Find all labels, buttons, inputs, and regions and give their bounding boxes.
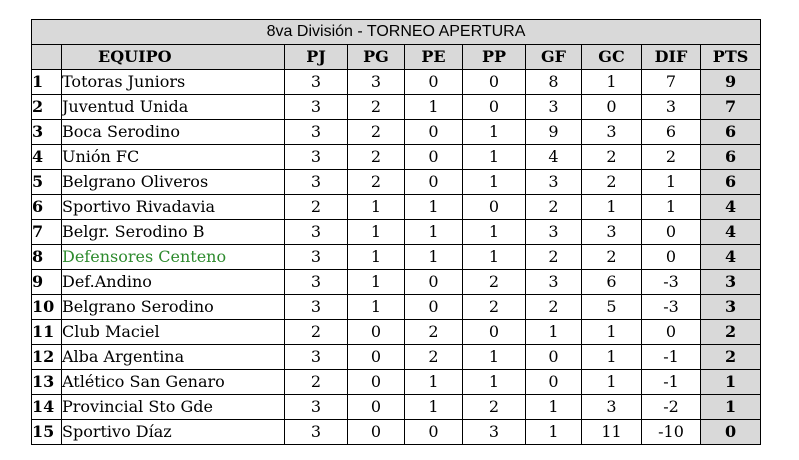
dif-cell: 7 xyxy=(642,70,701,95)
dif-cell: 0 xyxy=(642,320,701,345)
position-cell: 2 xyxy=(32,95,62,120)
header-pp: PP xyxy=(463,45,526,70)
position-cell: 1 xyxy=(32,70,62,95)
header-gc: GC xyxy=(582,45,642,70)
pj-cell: 3 xyxy=(285,70,348,95)
pe-cell: 1 xyxy=(405,245,463,270)
pts-cell: 6 xyxy=(701,170,761,195)
table-row xyxy=(32,120,761,145)
dif-cell: -1 xyxy=(642,370,701,395)
pe-cell: 0 xyxy=(405,295,463,320)
position-cell: 11 xyxy=(32,320,62,345)
dif-cell: -3 xyxy=(642,270,701,295)
position-cell: 15 xyxy=(32,420,62,445)
team-cell: Club Maciel xyxy=(62,320,285,345)
gf-cell: 0 xyxy=(526,345,582,370)
pts-cell: 1 xyxy=(701,395,761,420)
pts-cell: 3 xyxy=(701,295,761,320)
pg-cell: 0 xyxy=(348,395,405,420)
pp-cell: 0 xyxy=(463,70,526,95)
pp-cell: 3 xyxy=(463,420,526,445)
gf-cell: 1 xyxy=(526,420,582,445)
table-row xyxy=(32,320,761,345)
header-pg: PG xyxy=(348,45,405,70)
pts-cell: 6 xyxy=(701,145,761,170)
pe-cell: 1 xyxy=(405,220,463,245)
pg-cell: 0 xyxy=(348,420,405,445)
pp-cell: 2 xyxy=(463,395,526,420)
gf-cell: 3 xyxy=(526,95,582,120)
gf-cell: 8 xyxy=(526,70,582,95)
pts-cell: 2 xyxy=(701,345,761,370)
dif-cell: -1 xyxy=(642,345,701,370)
position-cell: 12 xyxy=(32,345,62,370)
position-cell: 10 xyxy=(32,295,62,320)
pj-cell: 3 xyxy=(285,420,348,445)
table-row xyxy=(32,220,761,245)
gf-cell: 4 xyxy=(526,145,582,170)
gf-cell: 3 xyxy=(526,170,582,195)
pj-cell: 3 xyxy=(285,245,348,270)
table-row xyxy=(32,295,761,320)
position-cell: 7 xyxy=(32,220,62,245)
gc-cell: 0 xyxy=(582,95,642,120)
pe-cell: 0 xyxy=(405,70,463,95)
dif-cell: -10 xyxy=(642,420,701,445)
team-cell: Provincial Sto Gde xyxy=(62,395,285,420)
gf-cell: 1 xyxy=(526,395,582,420)
pp-cell: 0 xyxy=(463,320,526,345)
pg-cell: 0 xyxy=(348,370,405,395)
pp-cell: 0 xyxy=(463,195,526,220)
dif-cell: 0 xyxy=(642,220,701,245)
dif-cell: 6 xyxy=(642,120,701,145)
header-pe: PE xyxy=(405,45,463,70)
pts-cell: 7 xyxy=(701,95,761,120)
pe-cell: 2 xyxy=(405,345,463,370)
dif-cell: -2 xyxy=(642,395,701,420)
team-cell: Juventud Unida xyxy=(62,95,285,120)
gc-cell: 3 xyxy=(582,120,642,145)
dif-cell: 1 xyxy=(642,170,701,195)
position-cell: 14 xyxy=(32,395,62,420)
pg-cell: 2 xyxy=(348,170,405,195)
title-row xyxy=(32,20,761,45)
team-cell: Belgrano Oliveros xyxy=(62,170,285,195)
header-dif: DIF xyxy=(642,45,701,70)
gc-cell: 1 xyxy=(582,370,642,395)
pj-cell: 3 xyxy=(285,295,348,320)
gc-cell: 1 xyxy=(582,345,642,370)
pp-cell: 1 xyxy=(463,220,526,245)
pj-cell: 3 xyxy=(285,270,348,295)
team-cell: Boca Serodino xyxy=(62,120,285,145)
pg-cell: 1 xyxy=(348,195,405,220)
gf-cell: 2 xyxy=(526,245,582,270)
pe-cell: 0 xyxy=(405,120,463,145)
team-cell: Alba Argentina xyxy=(62,345,285,370)
position-cell: 9 xyxy=(32,270,62,295)
table-row xyxy=(32,95,761,120)
gf-cell: 2 xyxy=(526,195,582,220)
team-cell: Unión FC xyxy=(62,145,285,170)
table-row xyxy=(32,70,761,95)
pe-cell: 1 xyxy=(405,95,463,120)
pj-cell: 3 xyxy=(285,395,348,420)
pp-cell: 1 xyxy=(463,245,526,270)
pe-cell: 0 xyxy=(405,420,463,445)
position-cell: 4 xyxy=(32,145,62,170)
position-cell: 3 xyxy=(32,120,62,145)
pe-cell: 2 xyxy=(405,320,463,345)
gc-cell: 5 xyxy=(582,295,642,320)
gf-cell: 0 xyxy=(526,370,582,395)
team-cell: Totoras Juniors xyxy=(62,70,285,95)
header-row xyxy=(32,45,761,70)
pp-cell: 1 xyxy=(463,170,526,195)
pe-cell: 1 xyxy=(405,195,463,220)
pg-cell: 2 xyxy=(348,120,405,145)
table-row xyxy=(32,420,761,445)
pts-cell: 6 xyxy=(701,120,761,145)
pg-cell: 1 xyxy=(348,245,405,270)
pts-cell: 4 xyxy=(701,220,761,245)
pe-cell: 0 xyxy=(405,170,463,195)
table-title: 8va División - TORNEO APERTURA xyxy=(32,20,761,45)
gc-cell: 2 xyxy=(582,170,642,195)
pts-cell: 2 xyxy=(701,320,761,345)
pg-cell: 1 xyxy=(348,295,405,320)
position-cell: 8 xyxy=(32,245,62,270)
dif-cell: 1 xyxy=(642,195,701,220)
pts-cell: 4 xyxy=(701,195,761,220)
pe-cell: 0 xyxy=(405,270,463,295)
pts-cell: 4 xyxy=(701,245,761,270)
table-row xyxy=(32,170,761,195)
pp-cell: 0 xyxy=(463,95,526,120)
dif-cell: 3 xyxy=(642,95,701,120)
team-cell: Defensores Centeno xyxy=(62,245,285,270)
pg-cell: 2 xyxy=(348,145,405,170)
table-row xyxy=(32,145,761,170)
pp-cell: 1 xyxy=(463,120,526,145)
pj-cell: 3 xyxy=(285,170,348,195)
team-cell: Sportivo Rivadavia xyxy=(62,195,285,220)
team-cell: Belgr. Serodino B xyxy=(62,220,285,245)
pp-cell: 1 xyxy=(463,370,526,395)
pj-cell: 3 xyxy=(285,145,348,170)
pj-cell: 3 xyxy=(285,120,348,145)
position-cell: 5 xyxy=(32,170,62,195)
pp-cell: 1 xyxy=(463,345,526,370)
gf-cell: 2 xyxy=(526,295,582,320)
gc-cell: 1 xyxy=(582,320,642,345)
standings-table xyxy=(31,19,761,445)
gc-cell: 1 xyxy=(582,70,642,95)
pj-cell: 2 xyxy=(285,320,348,345)
pts-cell: 9 xyxy=(701,70,761,95)
header-pj: PJ xyxy=(285,45,348,70)
dif-cell: -3 xyxy=(642,295,701,320)
gc-cell: 2 xyxy=(582,245,642,270)
header-pts: PTS xyxy=(701,45,761,70)
pts-cell: 3 xyxy=(701,270,761,295)
table-row xyxy=(32,270,761,295)
table-row xyxy=(32,395,761,420)
pp-cell: 2 xyxy=(463,270,526,295)
gc-cell: 6 xyxy=(582,270,642,295)
pj-cell: 3 xyxy=(285,345,348,370)
pj-cell: 2 xyxy=(285,195,348,220)
pg-cell: 3 xyxy=(348,70,405,95)
pj-cell: 3 xyxy=(285,95,348,120)
table-row xyxy=(32,195,761,220)
position-cell: 6 xyxy=(32,195,62,220)
header-gf: GF xyxy=(526,45,582,70)
table-row xyxy=(32,370,761,395)
pg-cell: 0 xyxy=(348,320,405,345)
pts-cell: 0 xyxy=(701,420,761,445)
gf-cell: 1 xyxy=(526,320,582,345)
gf-cell: 9 xyxy=(526,120,582,145)
pg-cell: 0 xyxy=(348,345,405,370)
team-cell: Def.Andino xyxy=(62,270,285,295)
gc-cell: 3 xyxy=(582,220,642,245)
table-row xyxy=(32,345,761,370)
position-cell: 13 xyxy=(32,370,62,395)
header-team: EQUIPO xyxy=(62,45,285,70)
pg-cell: 2 xyxy=(348,95,405,120)
pj-cell: 3 xyxy=(285,220,348,245)
gf-cell: 3 xyxy=(526,220,582,245)
header-pos xyxy=(32,45,62,70)
gc-cell: 11 xyxy=(582,420,642,445)
pe-cell: 0 xyxy=(405,145,463,170)
pg-cell: 1 xyxy=(348,270,405,295)
table-row xyxy=(32,245,761,270)
gc-cell: 3 xyxy=(582,395,642,420)
dif-cell: 0 xyxy=(642,245,701,270)
gc-cell: 1 xyxy=(582,195,642,220)
pe-cell: 1 xyxy=(405,395,463,420)
pp-cell: 1 xyxy=(463,145,526,170)
dif-cell: 2 xyxy=(642,145,701,170)
pe-cell: 1 xyxy=(405,370,463,395)
gc-cell: 2 xyxy=(582,145,642,170)
gf-cell: 3 xyxy=(526,270,582,295)
team-cell: Sportivo Díaz xyxy=(62,420,285,445)
pp-cell: 2 xyxy=(463,295,526,320)
table-body xyxy=(32,70,761,445)
pg-cell: 1 xyxy=(348,220,405,245)
team-cell: Atlético San Genaro xyxy=(62,370,285,395)
team-cell: Belgrano Serodino xyxy=(62,295,285,320)
pj-cell: 2 xyxy=(285,370,348,395)
pts-cell: 1 xyxy=(701,370,761,395)
